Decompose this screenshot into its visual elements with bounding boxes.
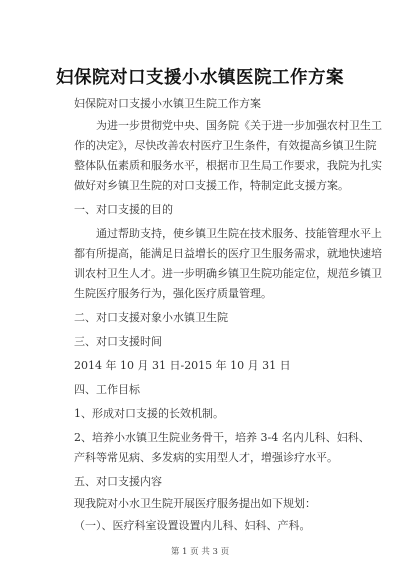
section-heading: 一、对口支援的目的: [74, 203, 173, 216]
paragraph-line: 生院医疗服务行为，强化医疗质量管理。: [74, 287, 272, 300]
section-heading: 三、对口支援时间: [74, 335, 162, 348]
paragraph-line: （一）、医疗科室设置设置内儿科、妇科、产科。: [74, 519, 311, 532]
paragraph-line: 现我院对小水卫生院开展医疗服务提出如下规划：: [74, 497, 316, 510]
section-heading: 五、对口支援内容: [74, 475, 162, 488]
document-title: 妇保院对口支援小水镇医院工作方案: [56, 68, 344, 88]
list-item: 1、形成对口支援的长效机制。: [74, 407, 224, 420]
paragraph-line: 做好对乡镇卫生院的对口支援工作，特制定此支援方案。: [74, 179, 349, 192]
date-range: 2014 年 10 月 31 日-2015 年 10 月 31 日: [74, 359, 291, 372]
paragraph-line: 都有所提高，能满足日益增长的医疗卫生服务需求，就地快速培: [74, 247, 382, 260]
section-heading: 二、对口支援对象小水镇卫生院: [74, 311, 228, 324]
list-item: 2、培养小水镇卫生院业务骨干，培养 3-4 名内儿科、妇科、: [74, 431, 370, 444]
section-heading: 四、工作目标: [74, 383, 140, 396]
paragraph-line: 通过帮助支持，使乡镇卫生院在技术服务、技能管理水平上: [96, 227, 382, 240]
paragraph-line: 训农村卫生人才。进一步明确乡镇卫生院功能定位，规范乡镇卫: [74, 267, 382, 280]
list-item: 产科等常见病、多发病的实用型人才，增强诊疗水平。: [74, 451, 338, 464]
paragraph-line: 为进一步贯彻党中央、国务院《关于进一步加强农村卫生工: [96, 119, 382, 132]
paragraph-line: 作的决定》，尽快改善农村医疗卫生条件，有效提高乡镇卫生院: [74, 139, 377, 152]
page-footer: 第 1 页 共 3 页: [170, 547, 230, 557]
paragraph-line: 整体队伍素质和服务水平，根据市卫生局工作要求，我院为扎实: [74, 159, 382, 172]
subtitle-line: 妇保院对口支援小水镇卫生院工作方案: [74, 97, 261, 110]
